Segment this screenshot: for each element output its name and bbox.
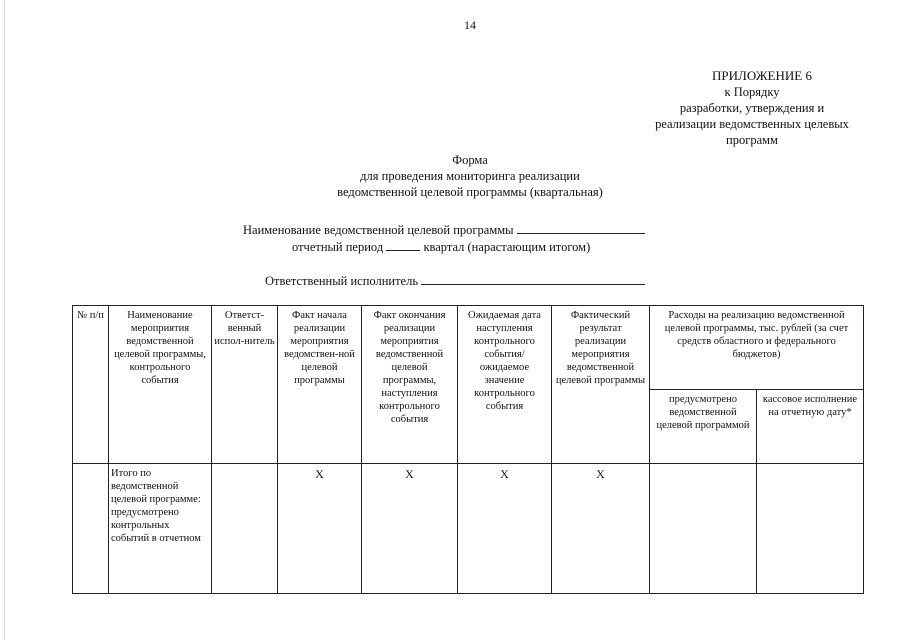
- row-num[interactable]: [73, 464, 109, 594]
- period-prefix: отчетный период: [292, 240, 384, 254]
- header-fact-start: Факт начала реализации мероприятия ведомствен-ной целевой программы: [278, 306, 362, 464]
- appendix-line-2: разработки, утверждения и: [679, 101, 825, 115]
- x-mark: X: [405, 467, 414, 481]
- row-actual-result: [552, 464, 650, 594]
- appendix-block: [627, 68, 877, 148]
- table-row: [73, 464, 864, 594]
- row-fact-end: [362, 464, 458, 594]
- header-planned: предусмотрено ведомственной целевой программой: [650, 390, 757, 464]
- header-name: Наименование мероприятия ведомственной целевой программы, контрольного события: [109, 306, 212, 464]
- row-responsible[interactable]: [212, 464, 278, 594]
- executor-blank[interactable]: [421, 273, 645, 285]
- appendix-line-3: реализации ведомственных целевых: [655, 117, 849, 131]
- appendix-title: ПРИЛОЖЕНИЕ 6: [712, 68, 812, 83]
- x-mark: X: [596, 467, 605, 481]
- period-line: [292, 239, 590, 255]
- header-actual-result: Фактический результат реализации мероприятия ведомственной целевой программы: [552, 306, 650, 464]
- row-cash[interactable]: [757, 464, 864, 594]
- period-suffix: квартал (нарастающим итогом): [423, 240, 591, 254]
- table-header-row: [73, 306, 864, 390]
- period-blank[interactable]: [386, 239, 420, 251]
- appendix-line-1: к Порядку: [724, 85, 780, 99]
- program-name-line: [243, 222, 645, 238]
- x-mark: X: [315, 467, 324, 481]
- appendix-line-4: программ: [726, 133, 778, 147]
- executor-label: Ответственный исполнитель: [265, 274, 419, 288]
- row-expected: [458, 464, 552, 594]
- row-name: Итого по ведомственной целевой программе: предусмотрено контрольных событий в отчетном: [109, 464, 212, 594]
- row-fact-start: [278, 464, 362, 594]
- header-num: № п/п: [73, 306, 109, 464]
- page-number: 14: [464, 18, 476, 32]
- row-planned[interactable]: [650, 464, 757, 594]
- form-subtitle-1: для проведения мониторинга реализации: [360, 169, 580, 183]
- header-responsible: Ответст-венный испол-нитель: [212, 306, 278, 464]
- header-expenses: Расходы на реализацию ведомственной целевой программы, тыс. рублей (за счет средств областного и федерального бюджетов): [650, 306, 864, 390]
- left-margin-line: [4, 0, 5, 640]
- header-expected: Ожидаемая дата наступления контрольного события/ ожидаемое значение контрольного события: [458, 306, 552, 464]
- header-cash: кассовое исполнение на отчетную дату*: [757, 390, 864, 464]
- form-header: [280, 152, 660, 200]
- form-subtitle-2: ведомственной целевой программы (квартальная): [337, 185, 603, 199]
- executor-line: [265, 273, 645, 289]
- form-title: Форма: [452, 153, 488, 167]
- monitoring-table: [72, 305, 864, 594]
- program-name-blank[interactable]: [517, 222, 645, 234]
- header-fact-end: Факт окончания реализации мероприятия ведомственной целевой программы, наступления контрольного события: [362, 306, 458, 464]
- program-name-label: Наименование ведомственной целевой программы: [243, 223, 514, 237]
- x-mark: X: [500, 467, 509, 481]
